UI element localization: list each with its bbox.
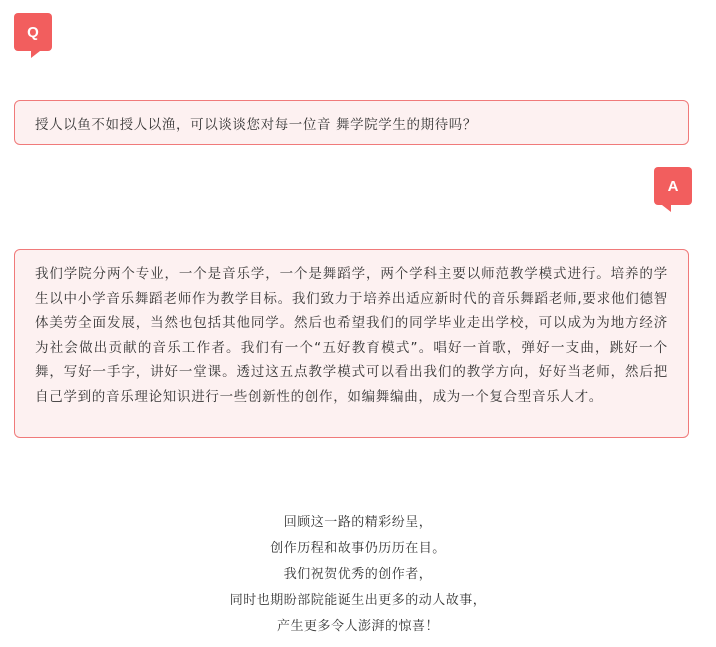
question-badge-tail xyxy=(31,51,40,58)
closing-line: 同时也期盼部院能诞生出更多的动人故事， xyxy=(229,593,487,608)
answer-badge-label: A xyxy=(667,177,679,195)
question-text: 授人以鱼不如授人以渔，可以谈谈您对每一位音 舞学院学生的期待吗？ xyxy=(35,116,477,133)
question-badge xyxy=(14,13,52,51)
question-bubble xyxy=(14,100,689,145)
answer-badge-tail xyxy=(662,205,671,212)
answer-badge xyxy=(654,167,692,205)
closing-line: 创作历程和故事仍历历在目。 xyxy=(270,541,446,556)
closing-line: 产生更多令人澎湃的惊喜！ xyxy=(276,619,439,634)
question-badge-label: Q xyxy=(27,23,39,41)
answer-bubble xyxy=(14,249,689,438)
closing-line: 我们祝贺优秀的创作者， xyxy=(283,567,433,582)
answer-text: 我们学院分两个专业，一个是音乐学，一个是舞蹈学，两个学科主要以师范教学模式进行。培养的学生以中小学音乐舞蹈老师作为教学目标。我们致力于培养出适应新时代的音乐舞蹈老师,要求他们德智体美劳全面发展，当然也包括其他同学。然后也希望我们的同学毕业走出学校，可以成为为地方经济为社会做出贡献的音乐工作者。我们有一个“五好教育模式”。唱好一首歌，弹好一支曲，跳好一个舞，写好一手字，讲好一堂课。透过这五点教学模式可以看出我们的教学方向，好好当老师，然后把自己学到的音乐理论知识进行一些创新性的创作，如编舞编曲，成为一个复合型音乐人才。 xyxy=(35,266,668,405)
closing-message xyxy=(0,510,716,640)
closing-line: 回顾这一路的精彩纷呈， xyxy=(283,515,433,530)
